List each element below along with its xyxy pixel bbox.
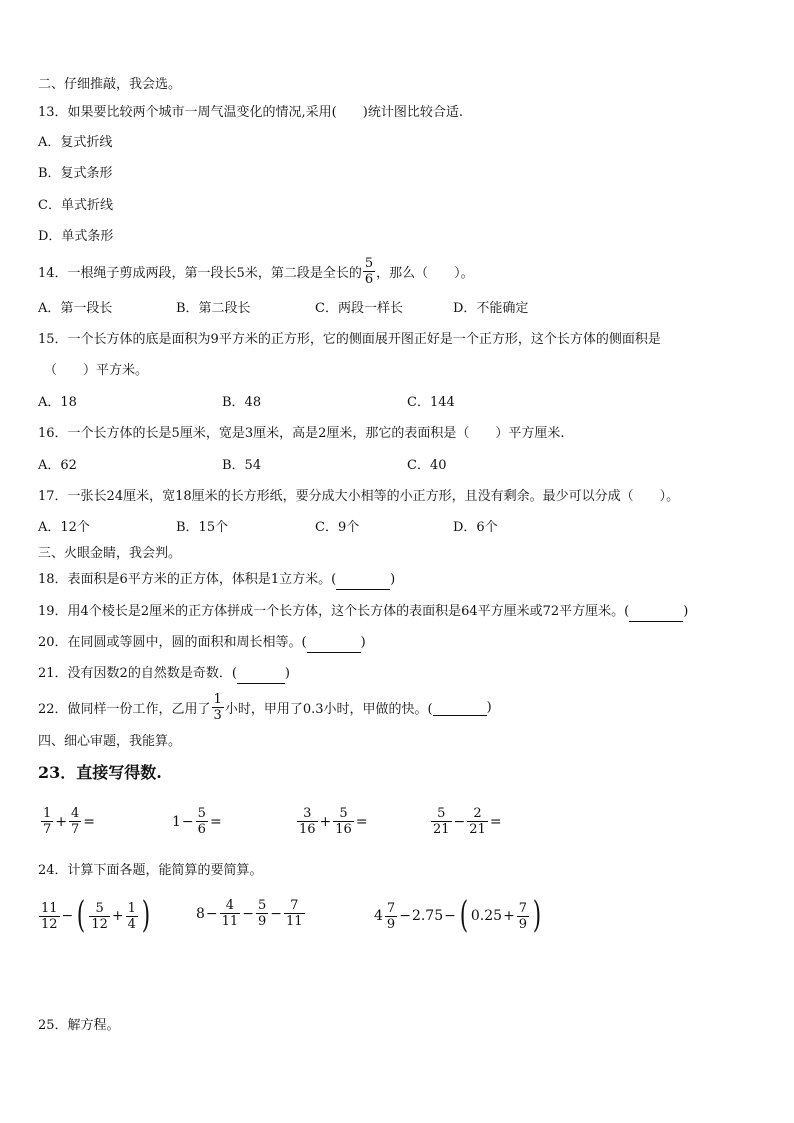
operator: − xyxy=(61,908,74,924)
q13-option-a: A．复式折线 xyxy=(38,135,113,150)
q16-option-b: B．54 xyxy=(222,458,262,473)
question-18 xyxy=(38,571,395,590)
q15-option-b: B．48 xyxy=(222,395,262,410)
q24-e1-frac-c xyxy=(126,901,138,932)
operator: + xyxy=(55,813,68,830)
q22-close: ) xyxy=(486,700,492,715)
q22-text-pre: 22．做同样一份工作，乙用了 xyxy=(38,702,211,717)
question-13: 13．如果要比较两个城市一周气温变化的情况,采用( )统计图比较合适. xyxy=(38,105,463,120)
q24-e2-frac-b xyxy=(256,898,268,929)
q20-close: ) xyxy=(360,635,366,650)
q24-e3-frac-a xyxy=(385,901,397,932)
q24-e1-frac-b xyxy=(89,901,110,932)
q23-e4-frac-b xyxy=(467,806,488,837)
question-22 xyxy=(38,692,492,723)
q13-option-d: D．单式条形 xyxy=(38,229,114,244)
equals-sign: = xyxy=(209,813,222,830)
operator: − xyxy=(270,905,282,922)
frac-den: 21 xyxy=(433,822,450,837)
q14-option-a: A．第一段长 xyxy=(38,301,113,316)
q16-option-a: A．62 xyxy=(38,458,77,473)
question-17: 17．一张长24厘米，宽18厘米的长方形纸，要分成大小相等的小正方形，且没有剩余。最少可以分成（ ）。 xyxy=(38,489,680,504)
q23-e4-frac-a xyxy=(431,806,452,837)
operator: + xyxy=(503,908,515,924)
right-paren: ) xyxy=(532,895,542,936)
question-25-title: 25．解方程。 xyxy=(38,1018,120,1033)
q14-text-post: ，那么（ ）。 xyxy=(376,266,474,281)
q18-close: ) xyxy=(390,572,396,587)
integer-term: 8 xyxy=(196,905,205,922)
operator: − xyxy=(453,813,466,830)
mixed-integer: 4 xyxy=(374,908,383,924)
q14-frac-den: 6 xyxy=(364,272,374,287)
frac-num: 5 xyxy=(95,900,104,916)
q23-expression-2 xyxy=(172,806,223,837)
operator: − xyxy=(181,813,194,830)
q14-frac-num: 5 xyxy=(364,256,374,271)
q19-text: 19．用4个棱长是2厘米的正方体拼成一个长方体，这个长方体的表面积是64平方厘米或72平方厘米。( xyxy=(38,604,630,619)
question-16: 16．一个长方体的长是5厘米，宽是3厘米，高是2厘米，那它的表面积是（ ）平方厘米. xyxy=(38,426,565,441)
q23-expression-4 xyxy=(430,806,503,837)
frac-num: 5 xyxy=(437,806,446,821)
frac-num: 2 xyxy=(473,806,482,821)
q23-e3-frac-a xyxy=(297,806,318,837)
operator: − xyxy=(205,905,218,922)
frac-num: 1 xyxy=(43,806,52,821)
frac-num: 5 xyxy=(197,806,206,821)
question-24-title: 24．计算下面各题，能简算的要简算。 xyxy=(38,863,263,878)
q14-option-d: D．不能确定 xyxy=(453,301,529,316)
frac-den: 6 xyxy=(197,822,206,837)
q22-frac-num: 1 xyxy=(213,692,222,707)
frac-num: 4 xyxy=(71,806,80,821)
operator: − xyxy=(444,908,456,924)
left-paren: ( xyxy=(459,895,469,936)
operator: − xyxy=(399,908,411,924)
question-15-line2: （ ）平方米。 xyxy=(44,363,149,378)
q22-frac-den: 3 xyxy=(213,708,222,723)
question-21 xyxy=(38,665,290,684)
integer-term: 1 xyxy=(172,813,181,830)
q23-expression-1 xyxy=(40,806,96,837)
question-14 xyxy=(38,256,474,287)
question-23-title: 23．直接写得数. xyxy=(38,763,162,782)
q18-answer-blank[interactable] xyxy=(336,571,390,590)
q14-option-b: B．第二段长 xyxy=(176,301,251,316)
frac-den: 7 xyxy=(71,822,80,837)
q22-text-mid: 小时，甲用了0.3小时，甲做的快。( xyxy=(224,702,433,717)
q17-option-d: D．6个 xyxy=(453,520,498,535)
question-15-line1: 15．一个长方体的底是面积为9平方米的正方形，它的侧面展开图正好是一个正方形，这个长方体的侧面积是 xyxy=(38,332,661,347)
q13-option-b: B．复式条形 xyxy=(38,166,113,181)
frac-num: 1 xyxy=(127,900,136,916)
decimal-term: 0.25 xyxy=(470,908,503,924)
q13-option-c: C．单式折线 xyxy=(38,198,113,213)
q24-e1-frac-a xyxy=(39,901,60,932)
q21-answer-blank[interactable] xyxy=(237,665,285,684)
q15-option-a: A．18 xyxy=(38,395,77,410)
left-paren: ( xyxy=(77,895,86,936)
frac-num: 5 xyxy=(257,898,267,913)
frac-den: 16 xyxy=(335,822,352,837)
frac-num: 3 xyxy=(303,806,312,821)
frac-num: 4 xyxy=(225,898,235,913)
decimal-term: 2.75 xyxy=(411,908,444,924)
equals-sign: = xyxy=(355,813,368,830)
right-paren: ) xyxy=(141,895,151,936)
q14-text-pre: 14．一根绳子剪成两段，第一段长5米，第二段是全长的 xyxy=(38,266,362,281)
frac-den: 7 xyxy=(43,822,52,837)
q23-e1-frac-b xyxy=(69,806,81,837)
q23-expression-3 xyxy=(296,806,369,837)
frac-den: 11 xyxy=(221,914,239,929)
frac-den: 9 xyxy=(386,916,396,932)
question-19 xyxy=(38,603,688,622)
q14-fraction xyxy=(363,256,375,287)
section-heading-3: 三、火眼金睛，我会判。 xyxy=(38,546,182,561)
frac-num: 7 xyxy=(290,898,299,913)
frac-den: 9 xyxy=(257,914,267,929)
equals-sign: = xyxy=(83,813,96,830)
q24-e3-frac-b xyxy=(517,901,529,932)
q21-close: ) xyxy=(284,666,290,681)
q23-e3-frac-b xyxy=(333,806,354,837)
q24-expression-1 xyxy=(38,895,153,936)
q22-answer-blank[interactable] xyxy=(433,700,487,716)
q22-fraction xyxy=(212,692,224,723)
frac-num: 7 xyxy=(386,900,396,916)
q23-e1-frac-a xyxy=(41,806,53,837)
operator: − xyxy=(242,905,254,922)
q18-text: 18．表面积是6平方米的正方体，体积是1立方米。( xyxy=(38,572,337,587)
q20-text: 20．在同圆或等圆中，圆的面积和周长相等。( xyxy=(38,635,307,650)
frac-num: 7 xyxy=(518,900,528,916)
frac-den: 12 xyxy=(91,916,108,932)
operator: + xyxy=(319,813,332,830)
q17-option-a: A．12个 xyxy=(38,520,90,535)
q15-option-c: C．144 xyxy=(407,395,455,410)
q14-option-c: C．两段一样长 xyxy=(315,301,403,316)
q17-option-b: B．15个 xyxy=(176,520,229,535)
q21-text: 21．没有因数2的自然数是奇数．( xyxy=(38,666,237,681)
frac-num: 11 xyxy=(41,900,58,916)
q24-expression-3 xyxy=(374,895,544,936)
q17-option-c: C．9个 xyxy=(315,520,360,535)
q23-e2-frac-b xyxy=(196,806,208,837)
operator: + xyxy=(111,908,124,924)
q16-option-c: C．40 xyxy=(407,458,447,473)
section-heading-2: 二、仔细推敲，我会选。 xyxy=(38,77,182,92)
q20-answer-blank[interactable] xyxy=(307,634,361,653)
frac-den: 9 xyxy=(518,916,528,932)
frac-den: 16 xyxy=(299,822,316,837)
q19-answer-blank[interactable] xyxy=(629,603,683,622)
frac-den: 21 xyxy=(469,822,486,837)
equals-sign: = xyxy=(489,813,502,830)
question-20 xyxy=(38,634,366,653)
frac-num: 5 xyxy=(339,806,348,821)
q24-e2-frac-a xyxy=(220,898,241,929)
section-heading-4: 四、细心审题，我能算。 xyxy=(38,734,182,749)
q19-close: ) xyxy=(683,604,689,619)
q24-e2-frac-c xyxy=(284,898,305,929)
q24-expression-2 xyxy=(196,898,306,929)
frac-den: 11 xyxy=(285,914,303,929)
frac-den: 12 xyxy=(41,916,58,932)
frac-den: 4 xyxy=(127,916,136,932)
